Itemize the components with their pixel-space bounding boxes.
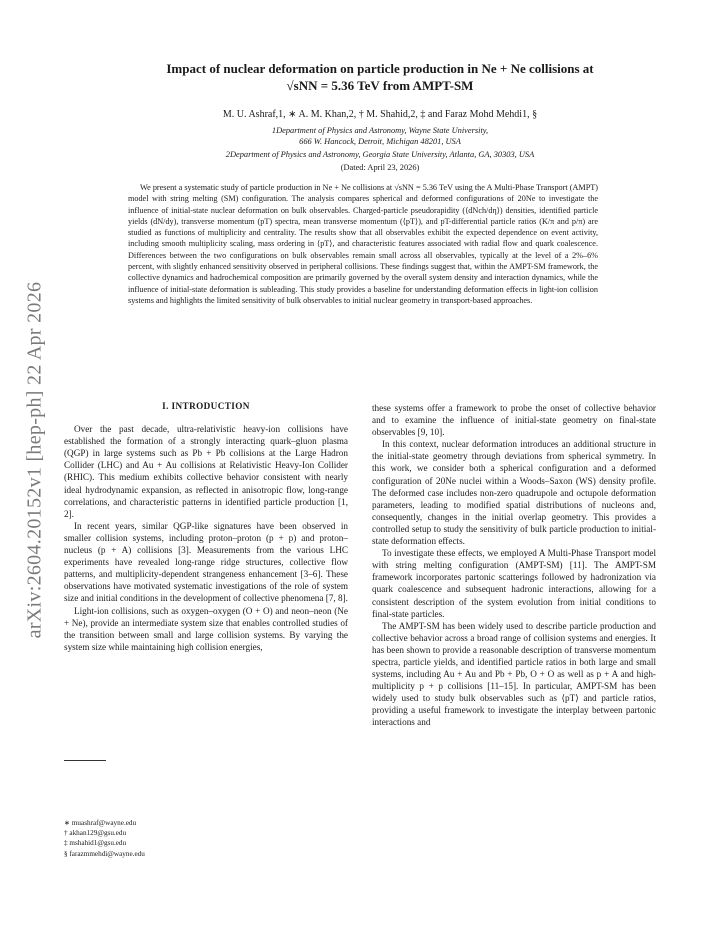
paper-title [90, 60, 670, 94]
intro-paragraph-1: Over the past decade, ultra-relativistic heavy-ion collisions have established the formation of a strongly interacting quark–gluon plasma (QGP) in large systems such as Pb + Pb collisions at the Large Hadron Collider (LHC) and Au + Au collisions at Relativistic Heavy-Ion Collider (RHIC). This medium exhibits collective behavior consistent with nearly ideal hydrodynamic expansion, as reflected in anisotropic flow, long-range correlations, and characteristic patterns in identified particle production [1, 2]. [64, 424, 348, 519]
affiliation-2: 2Department of Physics and Astronomy, Georgia State University, Atlanta, GA, 30303, USA [225, 150, 535, 159]
intro-paragraph-3: Light-ion collisions, such as oxygen–oxygen (O + O) and neon–neon (Ne + Ne), provide an intermediate system size that enables controlled studies of the transition between small and large collision systems. By varying the system size while maintaining high collision energies, [64, 605, 348, 652]
section-heading-introduction: I. INTRODUCTION [162, 401, 250, 411]
footnote-separator [64, 760, 106, 761]
arxiv-identifier-sidebar [20, 260, 50, 660]
intro-paragraph-4: these systems offer a framework to probe the onset of collective behavior and to examine the influence of initial-state geometry on final-state observables [9, 10]. [372, 403, 656, 438]
intro-paragraph-6: To investigate these effects, we employed A Multi-Phase Transport model with string melting configuration (AMPT-SM) [11]. The AMPT-SM framework incorporates partonic scatterings followed by hadronization via quark coalescence and subsequent hadronic interactions, allowing for a consistent description of the system evolution from initial conditions to final-state particles. [372, 548, 656, 619]
footnotes [64, 818, 348, 859]
intro-paragraph-7: The AMPT-SM has been widely used to describe particle production and collective behavior across a broad range of collision systems and energies. It has been shown to provide a reasonable description of transverse momentum spectra, particle yields, and identified particle ratios in both large and small systems, including Au + Au and Pb + Pb, O + O as well as p + A and high-multiplicity p + p collisions [11–15]. In particular, AMPT-SM has been widely used to study bulk observables such as ⟨pT⟩ and particle ratios, providing a useful framework to investigate the interplay between partonic interactions and [372, 620, 656, 728]
footnote-email-4[interactable]: § farazmmehdi@wayne.edu [64, 849, 145, 858]
title-line-2: √sNN = 5.36 TeV from AMPT-SM [286, 78, 474, 93]
left-column [64, 400, 348, 653]
intro-paragraph-5: In this context, nuclear deformation introduces an additional structure in the initial-state geometry through deviations from spherical symmetry. In this work, we consider both a spherical configuration and a deformed configuration of 20Ne nuclei within a Woods–Saxon (WS) density profile. The deformed case includes non-zero quadrupole and octupole deformation parameters, leading to modified spatial distributions of nucleons and, consequently, changes in the initial overlap geometry. This provides a controlled setup to study the sensitivity of bulk particle production to initial-state deformation effects. [372, 439, 656, 547]
affiliation-1-line-2: 666 W. Hancock, Detroit, Michigan 48201, USA [299, 137, 461, 146]
date-line: (Dated: April 23, 2026) [340, 163, 420, 172]
title-line-1: Impact of nuclear deformation on particle production in Ne + Ne collisions at [166, 61, 594, 76]
arxiv-id: arXiv:2604.20152v1 [hep-ph] 22 Apr 2026 [23, 281, 46, 639]
affiliation-1-line-1: 1Department of Physics and Astronomy, Wayne State University, [271, 126, 489, 135]
right-column [372, 402, 656, 729]
author-list: M. U. Ashraf,1, ∗ A. M. Khan,2, † M. Shahid,2, ‡ and Faraz Mohd Mehdi1, § [222, 109, 538, 120]
footnote-email-1[interactable]: ∗ muashraf@wayne.edu [64, 819, 137, 827]
intro-paragraph-2: In recent years, similar QGP-like signatures have been observed in smaller collision systems, including proton–proton (p + p) and proton–nucleus (p + A) collisions [3]. Measurements from the various LHC experiments have revealed long-range ridge structures, collective flow patterns, and multiplicity-dependent strangeness enhancement [3–6]. These observations have motivated systematic investigations of the role of system size and initial conditions in the development of collective phenomena [7, 8]. [64, 520, 348, 604]
footnote-email-2[interactable]: † akhan129@gsu.edu [64, 829, 127, 838]
footnote-email-3[interactable]: ‡ mshahid1@gsu.edu [64, 839, 127, 848]
abstract: We present a systematic study of particle production in Ne + Ne collisions at √sNN = 5.36 TeV using the A Multi-Phase Transport (AMPT) model with string melting (SM) configuration. The analysis compares spherical and deformed configurations of 20Ne to investigate the influence of initial-state nuclear deformation on bulk observables. Charged-particle pseudorapidity (⟨dNch/dη⟩) densities, identified particle yields (dN/dy), transverse momentum (pT) spectra, mean transverse momentum (⟨pT⟩), and pT-differential particle ratios (K/π and p/π) are studied as functions of multiplicity and centrality. The results show that all observables exhibit the expected dependence on event activity, including smooth multiplicity scaling, mass ordering in ⟨pT⟩, and characteristic features associated with radial flow and quark coalescence. Differences between the two configurations on bulk observables remain small across all observables, typically at the level of a 2%–6% percent, with slightly enhanced sensitivity observed in peripheral collisions. These findings suggest that, within the AMPT-SM framework, the collective dynamics and hadrochemical composition are primarily governed by the overall system density and interaction dynamics, while the influence of initial-state deformation is subleading. This study provides a baseline for understanding deformation effects in light-ion collision systems and highlights the limited sensitivity of bulk observables to initial nuclear geometry in transport-based approaches. [128, 183, 598, 305]
